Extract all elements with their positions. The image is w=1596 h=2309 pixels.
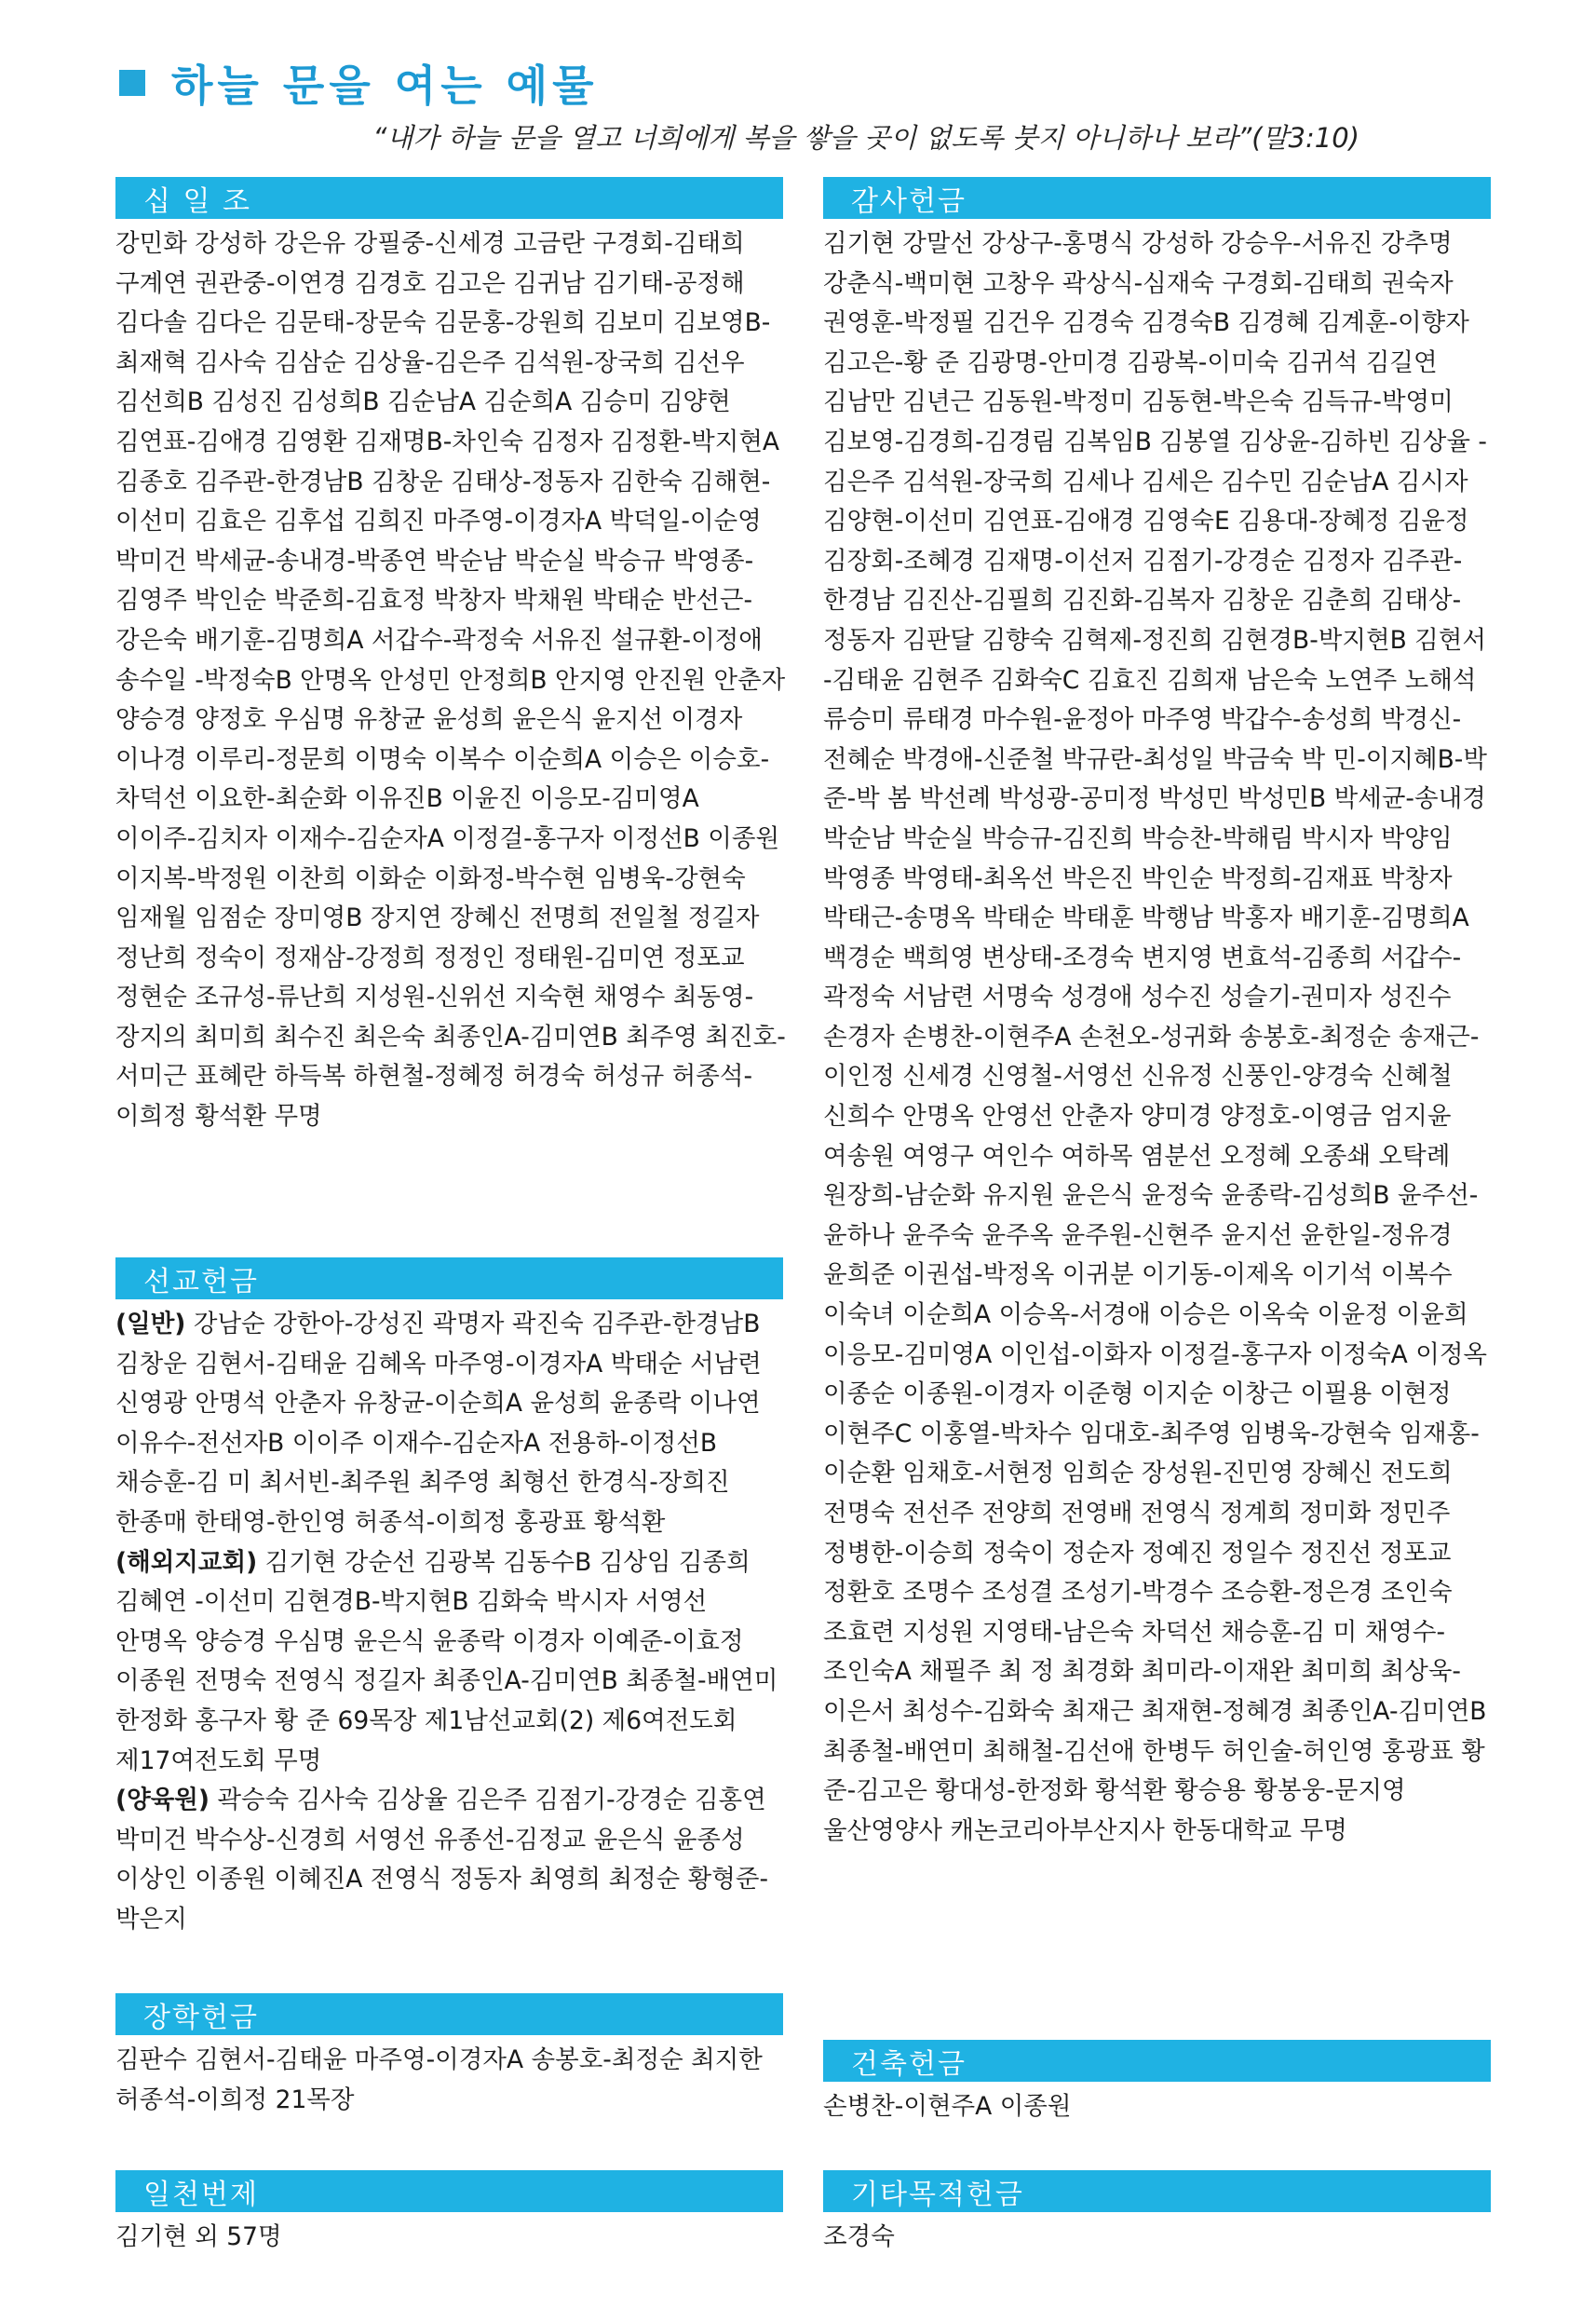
group-tag: (해외지교회) — [115, 1547, 258, 1577]
donor-list — [115, 224, 786, 1137]
section-header-bar — [823, 2040, 1491, 2082]
section-header-bar — [115, 2170, 783, 2212]
donor-list — [115, 2041, 786, 2120]
section-missions — [115, 1257, 786, 1940]
section-title: 기타목적헌금 — [851, 2178, 1024, 2211]
section-ilcheon — [115, 2170, 786, 2258]
donor-names: 김판수 김현서-김태윤 마주영-이경자A 송봉호-최정순 최지한 허종석-이희정 21목장 — [115, 2045, 763, 2114]
section-tithe — [115, 177, 786, 1137]
donor-list — [823, 2218, 1494, 2258]
donor-names: 강남순 강한아-강성진 곽명자 곽진숙 김주관-한경남B 김창운 김현서-김태윤 김혜옥 마주영-이경자A 박태순 서남련 신영광 안명석 안춘자 유창균-이순희A 윤성희 윤종락 이나연 이유수-전선자B 이이주 이재수-김순자A 전용하-이정선B 채승훈-김 미 최서빈-최주원 최주영 최형선 한경식-장희진 한종매 한태영-한인영 허종석-이희정 홍광표 황석환 — [115, 1310, 762, 1537]
donor-names: 조경숙 — [823, 2222, 895, 2251]
section-header-bar — [823, 177, 1491, 219]
page-title — [119, 54, 599, 112]
section-header-bar — [115, 1257, 783, 1299]
section-other — [823, 2170, 1494, 2258]
donor-names: 김기현 강말선 강상구-홍명식 강성하 강승우-서유진 강추명 강춘식-백미현 고창우 곽상식-심재숙 구경회-김태희 권숙자 권영훈-박정필 김건우 김경숙 김경숙B 김경혜 김계훈-이향자 김고은-황 준 김광명-안미경 김광복-이미숙 김귀석 김길연 김남만 김년근 김동원-박정미 김동현-박은숙 김득규-박영미 김보영-김경희-김경림 김복임B 김봉열 김상윤-김하빈 김상율 -김은주 김석원-장국희 김세나 김세은 김수민 김순남A 김시자 김양현-이선미 김연표-김애경 김영숙E 김용대-장혜정 김윤정 김장회-조혜경 김재명-이선저 김점기-강경순 김정자 김주관-한경남 김진산-김필희 김진화-김복자 김창운 김춘희 김태상-정동자 김판달 김향숙 김혁제-정진희 김현경B-박지현B 김현서 -김태윤 김현주 김화숙C 김효진 김희재 남은숙 노연주 노해석 류승미 류태경 마수원-윤정아 마주영 박갑수-송성희 박경신-전혜순 박경애-신준철 박규란-최성일 박금숙 박 민-이지혜B-박 준-박 봄 박선례 박성광-공미정 박성민 박성민B 박세균-송내경 박순남 박순실 박승규-김진희 박승찬-박해림 박시자 박양임 박영종 박영태-최옥선 박은진 박인순 박정희-김재표 박창자 박태근-송명옥 박태순 박태훈 박행남 박홍자 배기훈-김명희A 백경순 백희영 변상태-조경숙 변지영 변효석-김종희 서갑수-곽정숙 서남련 서명숙 성경애 성수진 성슬기-권미자 성진수 손경자 손병찬-이현주A 손천오-성귀화 송봉호-최정순 송재근-이인정 신세경 신영철-서영선 신유정 신풍인-양경숙 신혜철 신희수 안명옥 안영선 안춘자 양미경 양정호-이영금 엄지윤 여송원 여영구 여인수 여하목 염분선 오정혜 오종쇄 오탁례 원장희-남순화 유지원 윤은식 윤정숙 윤종락-김성희B 윤주선-윤하나 윤주숙 윤주옥 윤주원-신현주 윤지선 윤한일-정유경 윤희준 이권섭-박정옥 이귀분 이기동-이제옥 이기석 이복수 이숙녀 이순희A 이승옥-서경애 이승은 이옥숙 이윤정 이윤희 이응모-김미영A 이인섭-이화자 이정걸-홍구자 이정숙A 이정옥 이종순 이종원-이경자 이준형 이지순 이창근 이필용 이현정 이현주C 이홍열-박차수 임대호-최주영 임병욱-강현숙 임재홍-이순환 임채호-서현정 임희순 장성원-진민영 장혜신 전도희 전명숙 전선주 전양희 전영배 전영식 정계희 정미화 정민주 정병한-이승희 정숙이 정순자 정예진 정일수 정진선 정포교 정환호 조명수 조성결 조성기-박경수 조승환-정은경 조인숙 조효련 지성원 지영태-남은숙 차덕선 채승훈-김 미 채영수-조인숙A 채필주 최 정 최경화 최미라-이재완 최미희 최상욱-이은서 최성수-김화숙 최재근 최재현-정혜경 최종인A-김미연B 최종철-배연미 최해철-김선애 한병두 허인술-허인영 홍광표 황 준-김고은 황대성-한정화 황석환 황승용 황봉웅-문지영 울산영양사 캐논코리아부산지사 한동대학교 무명 — [823, 229, 1488, 1845]
donor-list — [115, 1305, 786, 1940]
section-thanks — [823, 177, 1494, 1851]
donor-group-general — [115, 1305, 786, 1543]
section-title: 십 일 조 — [143, 184, 252, 218]
donor-group-orphanage — [115, 1781, 786, 1939]
section-title: 일천번제 — [143, 2178, 259, 2211]
section-title: 선교헌금 — [143, 1265, 259, 1298]
section-header-bar — [115, 1993, 783, 2035]
group-tag: (일반) — [115, 1310, 186, 1338]
donor-list — [115, 2218, 786, 2258]
title-bullet-square — [119, 70, 145, 96]
donor-names: 손병찬-이현주A 이종원 — [823, 2092, 1072, 2121]
section-scholarship — [115, 1993, 786, 2120]
donor-names: 강민화 강성하 강은유 강필중-신세경 고금란 구경회-김태희 구계연 권관중-이연경 김경호 김고은 김귀남 김기태-공정해 김다솔 김다은 김문태-장문숙 김문홍-강원희 김보미 김보영B-최재혁 김사숙 김삼순 김상율-김은주 김석원-장국희 김선우 김선희B 김성진 김성희B 김순남A 김순희A 김승미 김양현 김연표-김애경 김영환 김재명B-차인숙 김정자 김정환-박지현A 김종호 김주관-한경남B 김창운 김태상-정동자 김한숙 김해현-이선미 김효은 김후섭 김희진 마주영-이경자A 박덕일-이순영 박미건 박세균-송내경-박종연 박순남 박순실 박승규 박영종-김영주 박인순 박준희-김효정 박창자 박채원 박태순 반선근-강은숙 배기훈-김명희A 서갑수-곽정숙 서유진 설규환-이정애 송수일 -박정숙B 안명옥 안성민 안정희B 안지영 안진원 안춘자 양승경 양정호 우심명 유창균 윤성희 윤은식 윤지선 이경자 이나경 이루리-정문희 이명숙 이복수 이순희A 이승은 이승호-차덕선 이요한-최순화 이유진B 이윤진 이응모-김미영A 이이주-김치자 이재수-김순자A 이정걸-홍구자 이정선B 이종원 이지복-박정원 이찬희 이화순 이화정-박수현 임병욱-강현숙 임재월 임점순 장미영B 장지연 장혜신 전명희 전일철 정길자 정난희 정숙이 정재삼-강정희 정정인 정태원-김미연 정포교 정현순 조규성-류난희 지성원-신위선 지숙현 채영수 최동영-장지의 최미희 최수진 최은숙 최종인A-김미연B 최주영 최진호-서미근 표혜란 하득복 하현철-정혜정 허경숙 허성규 허종석-이희정 황석환 무명 — [115, 229, 786, 1132]
section-header-bar — [115, 177, 783, 219]
scripture-verse: “내가 하늘 문을 열고 너희에게 복을 쌓을 곳이 없도록 붓지 아니하나 보라”(말3:10) — [372, 122, 1359, 154]
section-title: 건축헌금 — [851, 2047, 967, 2081]
donor-group-overseas — [115, 1543, 786, 1782]
section-building — [823, 2040, 1494, 2127]
page-title-text: 하늘 문을 여는 예물 — [171, 61, 599, 111]
section-title: 감사헌금 — [851, 184, 967, 218]
section-title: 장학헌금 — [143, 2001, 259, 2034]
donor-names: 김기현 외 57명 — [115, 2222, 282, 2251]
donor-names: 곽승숙 김사숙 김상율 김은주 김점기-강경순 김홍연 박미건 박수상-신경희 서영선 유종선-김정교 윤은식 윤종성 이상인 이종원 이혜진A 전영식 정동자 최영희 최정순 황형준-박은지 — [115, 1786, 769, 1934]
donor-list — [823, 224, 1494, 1851]
donor-names: 김기현 강순선 김광복 김동수B 김상임 김종희 김혜연 -이선미 김현경B-박지현B 김화숙 박시자 서영선 안명옥 양승경 우심명 윤은식 윤종락 이경자 이예준-이효정 이종원 전명숙 전영식 정길자 최종인A-김미연B 최종철-배연미 한정화 홍구자 황 준 69목장 제1남선교회(2) 제6여전도회 제17여전도회 무명 — [115, 1547, 778, 1775]
group-tag: (양육원) — [115, 1786, 210, 1815]
section-header-bar — [823, 2170, 1491, 2212]
donor-list — [823, 2087, 1494, 2127]
